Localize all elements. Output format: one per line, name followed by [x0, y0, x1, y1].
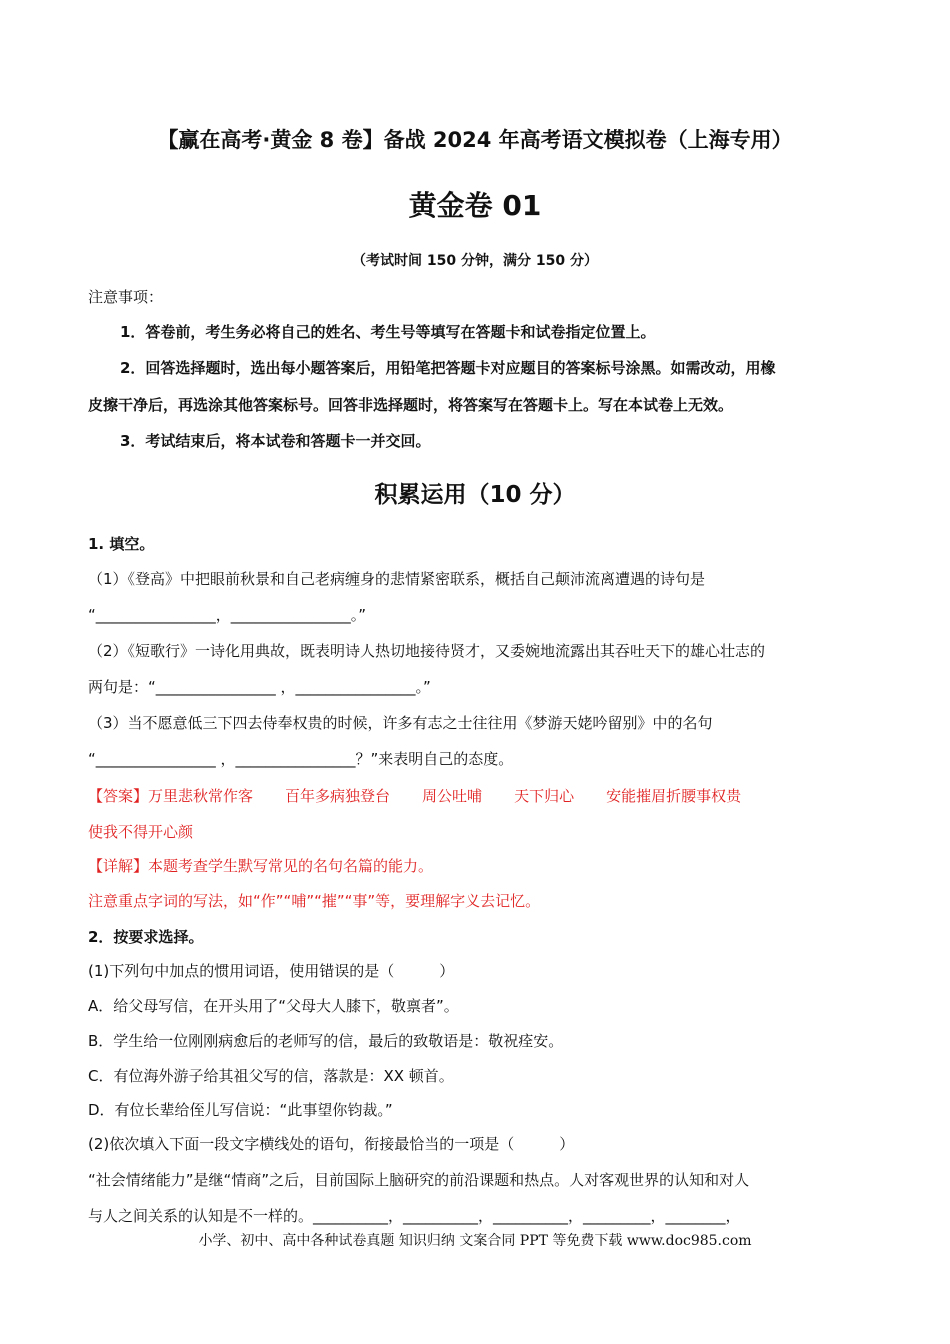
answer-item: 万里悲秋常作客	[148, 787, 254, 805]
answer-item: 安能摧眉折腰事权贵	[606, 787, 742, 805]
note-item-1: 1．答卷前，考生务必将自己的姓名、考生号等填写在答题卡和试卷指定位置上。	[120, 323, 656, 341]
q2-option-c: C．有位海外游子给其祖父写的信，落款是：XX 顿首。	[88, 1067, 454, 1085]
q2-option-d: D．有位长辈给侄儿写信说：“此事望你钧裁。”	[88, 1101, 393, 1119]
q2-heading: 2．按要求选择。	[88, 928, 204, 946]
note-item-2-line-2: 皮擦干净后，再选涂其他答案标号。回答非选择题时，将答案写在答题卡上。写在本试卷上无效。	[88, 396, 734, 414]
q1-part1-line-1: （1）《登高》中把眼前秋景和自己老病缠身的悲情紧密联系，概括自己颠沛流离遭遇的诗句是	[88, 570, 706, 588]
note-item-2-line-1: 2．回答选择题时，选出每小题答案后，用铅笔把答题卡对应题目的答案标号涂黑。如需改动，用橡	[120, 359, 776, 377]
q1-part3-line-1: （3）当不愿意低三下四去侍奉权贵的时候，许多有志之士往往用《梦游天姥吟留别》中的名句	[88, 714, 713, 732]
q1-part2-line-2: 两句是：“________________ ，________________。”	[88, 678, 431, 696]
q2-option-b: B．学生给一位刚刚病愈后的老师写的信，最后的致敬语是：敬祝痊安。	[88, 1032, 564, 1050]
q1-detail-note: 注意重点字词的写法，如“作”“哺”“摧”“事”等，要理解字义去记忆。	[88, 892, 541, 910]
q1-part2-line-1: （2）《短歌行》一诗化用典故，既表明诗人热切地接待贤才，又委婉地流露出其吞吐天下的雄心壮志的	[88, 642, 766, 660]
note-item-3: 3．考试结束后，将本试卷和答题卡一并交回。	[120, 432, 431, 450]
paper-title: 【赢在高考·黄金 8 卷】备战 2024 年高考语文模拟卷（上海专用）	[157, 128, 793, 152]
q1-heading: 1. 填空。	[88, 535, 155, 553]
answer-item: 百年多病独登台	[285, 787, 391, 805]
notes-label: 注意事项：	[88, 288, 164, 306]
q1-answer	[88, 786, 773, 806]
answer-item: 天下归心	[514, 787, 575, 805]
section-title: 积累运用（10 分）	[374, 482, 576, 508]
q1-part1-line-2: “________________，________________。”	[88, 606, 367, 624]
detail-label: 【详解】	[88, 857, 149, 875]
exam-info: （考试时间 150 分钟，满分 150 分）	[352, 253, 598, 269]
answer-label: 【答案】	[88, 787, 149, 805]
paper-subtitle: 黄金卷 01	[408, 189, 542, 222]
q1-part3-line-2: “________________ ，________________？”来表明自己的态度。	[88, 750, 514, 768]
q1-detail	[88, 856, 433, 876]
detail-text: 本题考查学生默写常见的名句名篇的能力。	[148, 857, 434, 875]
q2-passage-line-1: “社会情绪能力”是继“情商”之后，目前国际上脑研究的前沿课题和热点。人对客观世界的认知和对人	[88, 1171, 750, 1189]
q2-sub1-prompt: (1)下列句中加点的惯用词语，使用错误的是（ ）	[88, 962, 455, 980]
q2-passage-line-2: 与人之间关系的认知是不一样的。__________，__________，__________，_________，________，	[88, 1207, 741, 1225]
answer-item: 周公吐哺	[422, 787, 483, 805]
q1-answer-continued: 使我不得开心颜	[88, 823, 194, 841]
q2-sub2-prompt: (2)依次填入下面一段文字横线处的语句，衔接最恰当的一项是（ ）	[88, 1135, 575, 1153]
page-footer: 小学、初中、高中各种试卷真题 知识归纳 文案合同 PPT 等免费下载 www.doc985.com	[198, 1233, 752, 1249]
q2-option-a: A．给父母写信，在开头用了“父母大人膝下，敬禀者”。	[88, 997, 459, 1015]
